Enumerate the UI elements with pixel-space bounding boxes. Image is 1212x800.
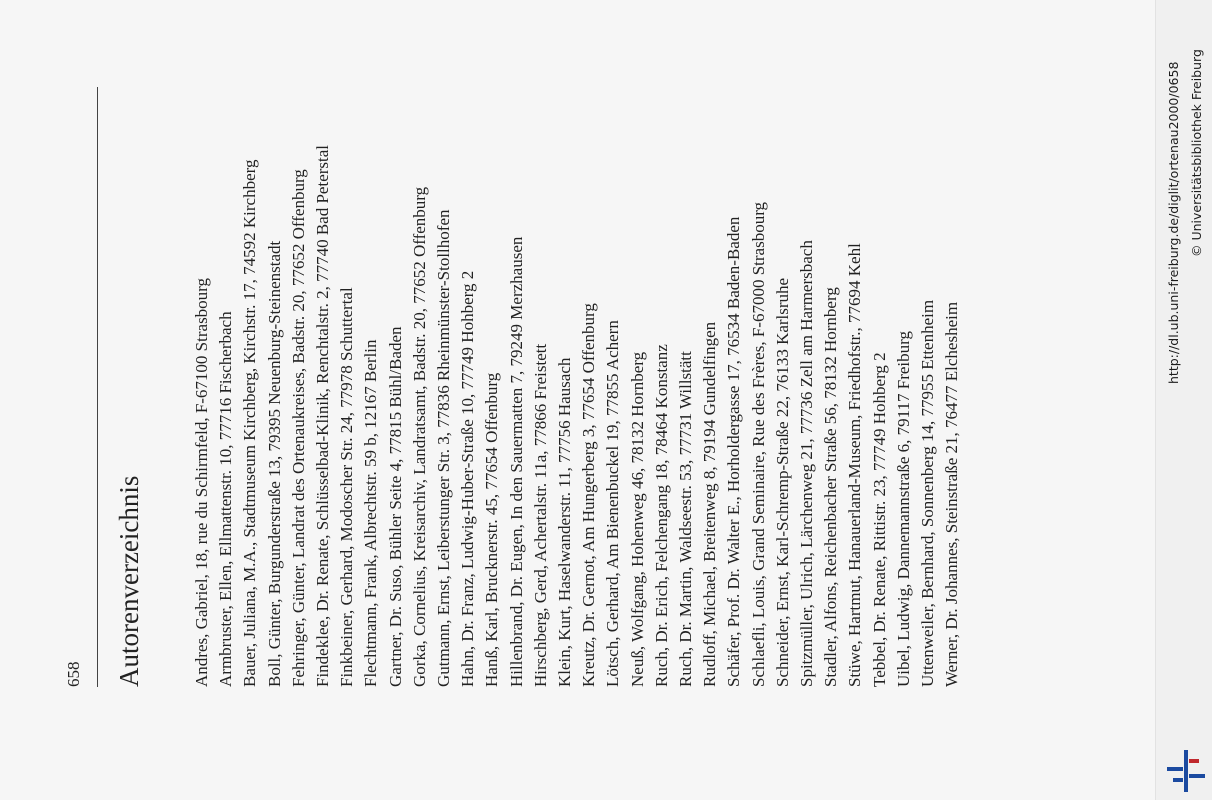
author-entry: Kreutz, Dr. Gernot, Am Hungerberg 3, 77654 Offenburg [579, 303, 599, 687]
author-entry: Gartner, Dr. Suso, Bühler Seite 4, 77815 Bühl/Baden [385, 326, 405, 687]
sidebar-text [1156, 0, 1212, 800]
author-entry: Uttenweiler, Bernhard, Sonnenberg 14, 77955 Ettenheim [918, 299, 938, 687]
author-entry: Hanß, Karl, Brucknerstr. 45, 77654 Offenburg [482, 372, 502, 687]
header-rule [97, 87, 98, 687]
author-entry: Bauer, Juliana, M.A., Stadtmuseum Kirchberg, Kirchstr. 17, 74592 Kirchberg [240, 159, 260, 687]
author-entry: Finkbeiner, Gerhard, Modoscher Str. 24, 77978 Schuttertal [337, 287, 357, 687]
ub-freiburg-logo-icon[interactable] [1165, 748, 1207, 794]
page-number: 658 [64, 661, 83, 687]
author-entry: Ruch, Dr. Erich, Felchengang 18, 78464 Konstanz [651, 344, 671, 687]
author-entry: Hillenbrand, Dr. Eugen, In den Sauermatten 7, 79249 Merzhausen [506, 236, 526, 687]
author-entry: Spitzmüller, Ulrich, Lärchenweg 21, 77736 Zell am Harmersbach [797, 240, 817, 687]
author-entry: Boll, Günter, Burgunderstraße 13, 79395 Neuenburg-Steinenstadt [264, 240, 284, 687]
author-entry: Hirschberg, Gerd, Achertalstr. 11a, 77866 Freistett [530, 343, 550, 687]
author-list [190, 87, 965, 687]
permalink-url[interactable]: http://dl.ub.uni-freiburg.de/diglit/ortenau2000/0658 [1166, 61, 1181, 384]
author-entry: Armbruster, Ellen, Ellmattenstr. 10, 77716 Fischerbach [216, 311, 236, 687]
author-entry: Klein, Kurt, Haselwanderstr. 11, 77756 Hausach [555, 357, 575, 687]
section-title: Autorenverzeichnis [114, 475, 144, 687]
author-entry: Lötsch, Gerhard, Am Bienenbuckel 19, 77855 Achern [603, 320, 623, 687]
author-entry: Neuß, Wolfgang, Hohenweg 46, 78132 Hornberg [627, 351, 647, 687]
author-entry: Flechtmann, Frank, Albrechtstr. 59 b, 12167 Berlin [361, 339, 381, 687]
author-entry: Gutmann, Ernst, Leiberstunger Str. 3, 77836 Rheinmünster-Stollhofen [434, 209, 454, 687]
author-entry: Uibel, Ludwig, Dannemannstraße 6, 79117 Freiburg [893, 331, 913, 687]
copyright-notice: © Universitätsbibliothek Freiburg [1189, 49, 1204, 257]
author-entry: Gorka, Cornelius, Kreisarchiv, Landratsamt, Badstr. 20, 77652 Offenburg [409, 186, 429, 687]
author-entry: Schlaefli, Louis, Grand Seminaire, Rue des Frères, F-67000 Strasbourg [748, 201, 768, 687]
author-entry: Fehringer, Günter, Landrat des Ortenaukreises, Badstr. 20, 77652 Offenburg [288, 169, 308, 687]
author-entry: Rudloff, Michael, Breitenweg 8, 79194 Gundelfingen [700, 321, 720, 687]
author-entry: Tebbel, Dr. Renate, Rittistr. 23, 77749 Hohberg 2 [869, 352, 889, 687]
author-entry: Ruch, Dr. Martin, Waldseestr. 53, 77731 Willstätt [676, 351, 696, 687]
author-entry: Stadler, Alfons, Reichenbacher Straße 56, 78132 Hornberg [821, 287, 841, 687]
author-entry: Findeklee, Dr. Renate, Schlüsselbad-Klinik, Renchtalstr. 2, 77740 Bad Peterstal [313, 144, 333, 687]
author-entry: Andres, Gabriel, 18, rue du Schirmfeld, F-67100 Strasbourg [192, 277, 211, 687]
author-entry: Stüwe, Hartmut, Hanauerland-Museum, Friedhofstr., 77694 Kehl [845, 243, 865, 687]
repository-sidebar [1155, 0, 1212, 800]
author-entry: Schneider, Ernst, Karl-Schremp-Straße 22, 76133 Karlsruhe [772, 277, 792, 687]
author-entry: Schäfer, Prof. Dr. Walter E., Horholdergasse 17, 76534 Baden-Baden [724, 216, 744, 687]
author-entry: Hahn, Dr. Franz, Ludwig-Huber-Straße 10, 77749 Hohberg 2 [458, 270, 478, 687]
author-entry: Werner, Dr. Johannes, Steinstraße 21, 76477 Elchesheim [942, 301, 962, 687]
